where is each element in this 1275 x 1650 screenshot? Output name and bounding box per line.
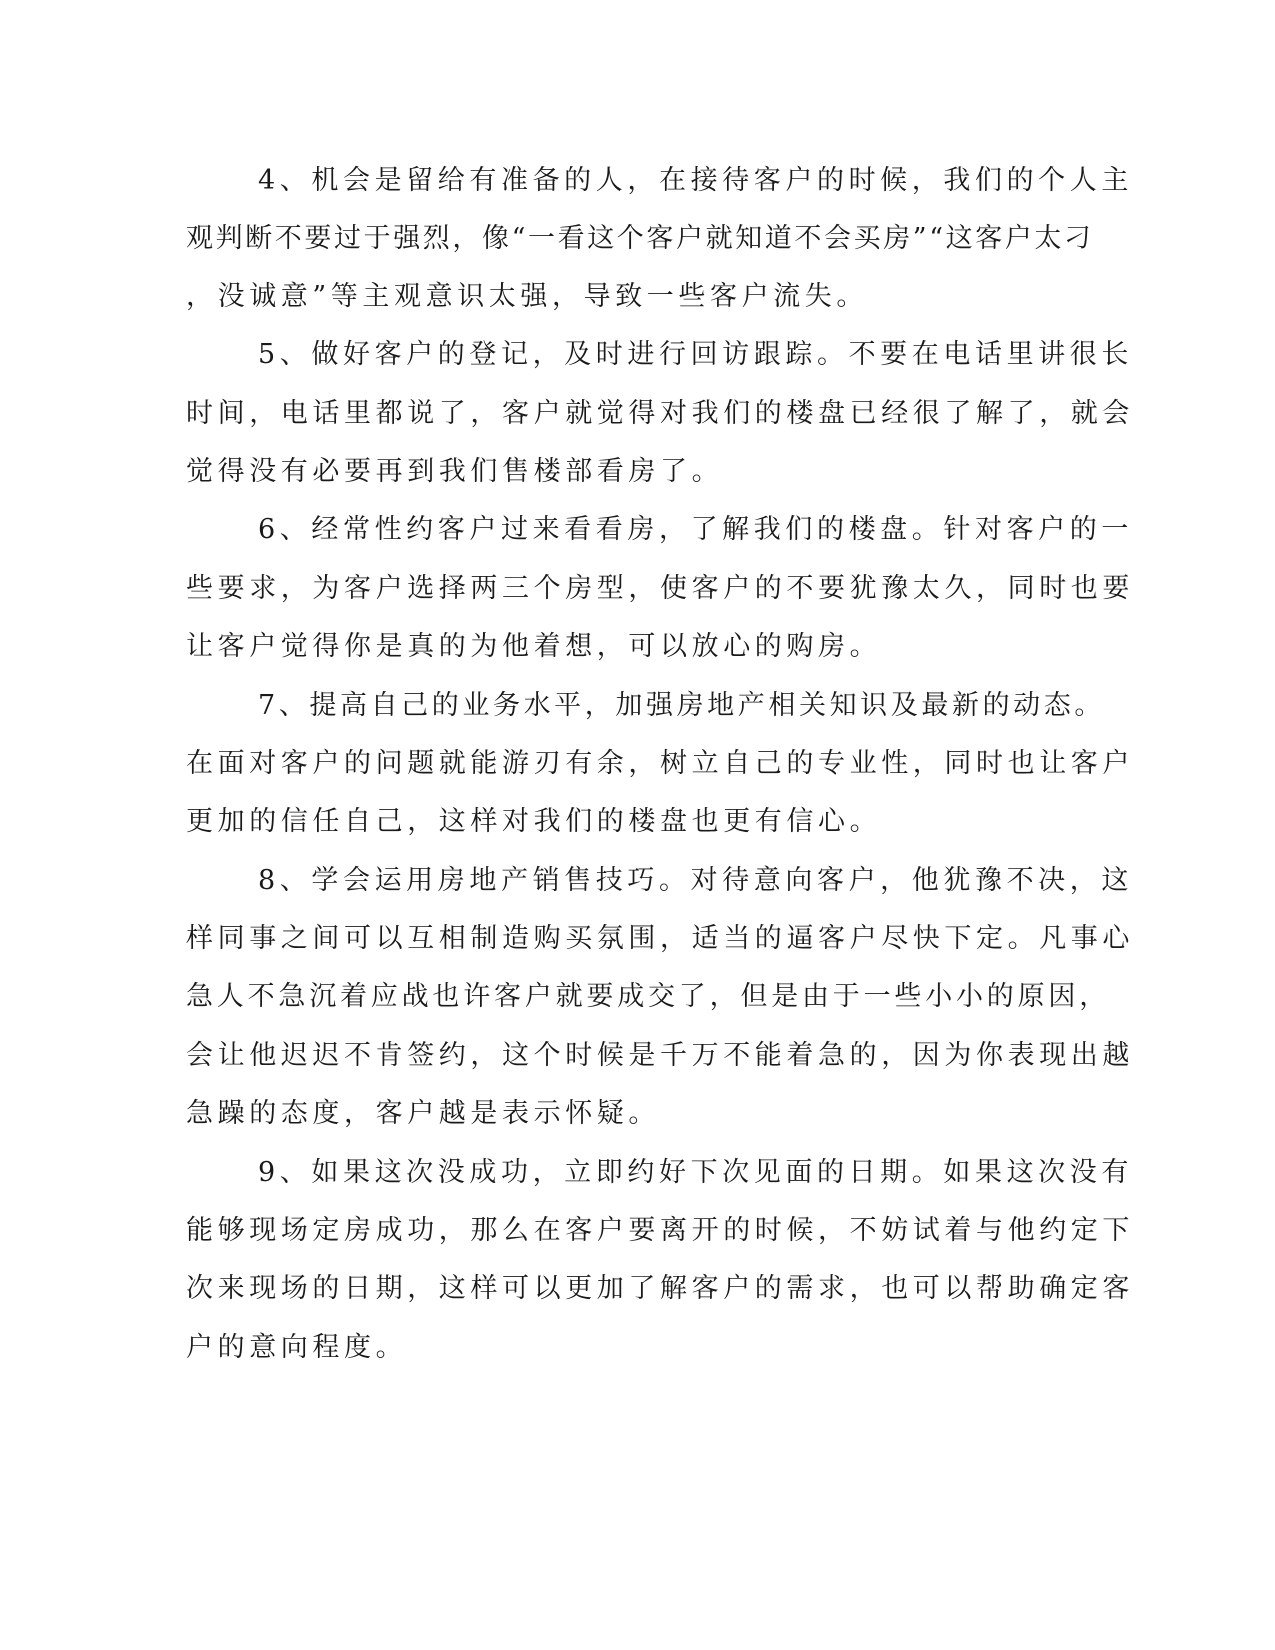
paragraph-8-line-2: 样同事之间可以互相制造购买氛围，适当的逼客户尽快下定。凡事心 [186, 923, 1134, 954]
paragraph-8-line-4: 会让他迟迟不肯签约，这个时候是千万不能着急的，因为你表现出越 [186, 1040, 1134, 1071]
paragraph-9-line-3: 次来现场的日期，这样可以更加了解客户的需求，也可以帮助确定客 [186, 1273, 1134, 1304]
paragraph-5-line-1: 5、做好客户的登记，及时进行回访跟踪。不要在电话里讲很长 [258, 339, 1133, 370]
paragraph-6-line-2: 些要求，为客户选择两三个房型，使客户的不要犹豫太久，同时也要 [186, 573, 1134, 604]
paragraph-8-line-1: 8、学会运用房地产销售技巧。对待意向客户，他犹豫不决，这 [258, 865, 1133, 896]
paragraph-6-line-1: 6、经常性约客户过来看看房，了解我们的楼盘。针对客户的一 [258, 514, 1133, 545]
paragraph-9-line-4: 户的意向程度。 [186, 1332, 408, 1363]
paragraph-7-line-3: 更加的信任自己，这样对我们的楼盘也更有信心。 [186, 806, 882, 837]
paragraph-4-line-1: 4、机会是留给有准备的人，在接待客户的时候，我们的个人主 [258, 165, 1133, 196]
paragraph-5-line-3: 觉得没有必要再到我们售楼部看房了。 [186, 456, 724, 487]
paragraph-5-line-2: 时间，电话里都说了，客户就觉得对我们的楼盘已经很了解了，就会 [186, 398, 1134, 429]
paragraph-9-line-1: 9、如果这次没成功，立即约好下次见面的日期。如果这次没有 [258, 1157, 1133, 1188]
paragraph-8-line-3: 急人不急沉着应战也许客户就要成交了，但是由于一些小小的原因， [186, 981, 1110, 1012]
paragraph-6-line-3: 让客户觉得你是真的为他着想，可以放心的购房。 [186, 631, 882, 662]
paragraph-7-line-2: 在面对客户的问题就能游刃有余，树立自己的专业性，同时也让客户 [186, 748, 1134, 779]
paragraph-7-line-1: 7、提高自己的业务水平，加强房地产相关知识及最新的动态。 [258, 690, 1105, 721]
paragraph-9-line-2: 能够现场定房成功，那么在客户要离开的时候，不妨试着与他约定下 [186, 1215, 1134, 1246]
paragraph-4-line-3: ，没诚意”等主观意识太强，导致一些客户流失。 [186, 281, 869, 312]
paragraph-4-line-2: 观判断不要过于强烈，像“一看这个客户就知道不会买房”“这客户太刁 [186, 223, 1094, 254]
paragraph-8-line-5: 急躁的态度，客户越是表示怀疑。 [186, 1098, 660, 1129]
